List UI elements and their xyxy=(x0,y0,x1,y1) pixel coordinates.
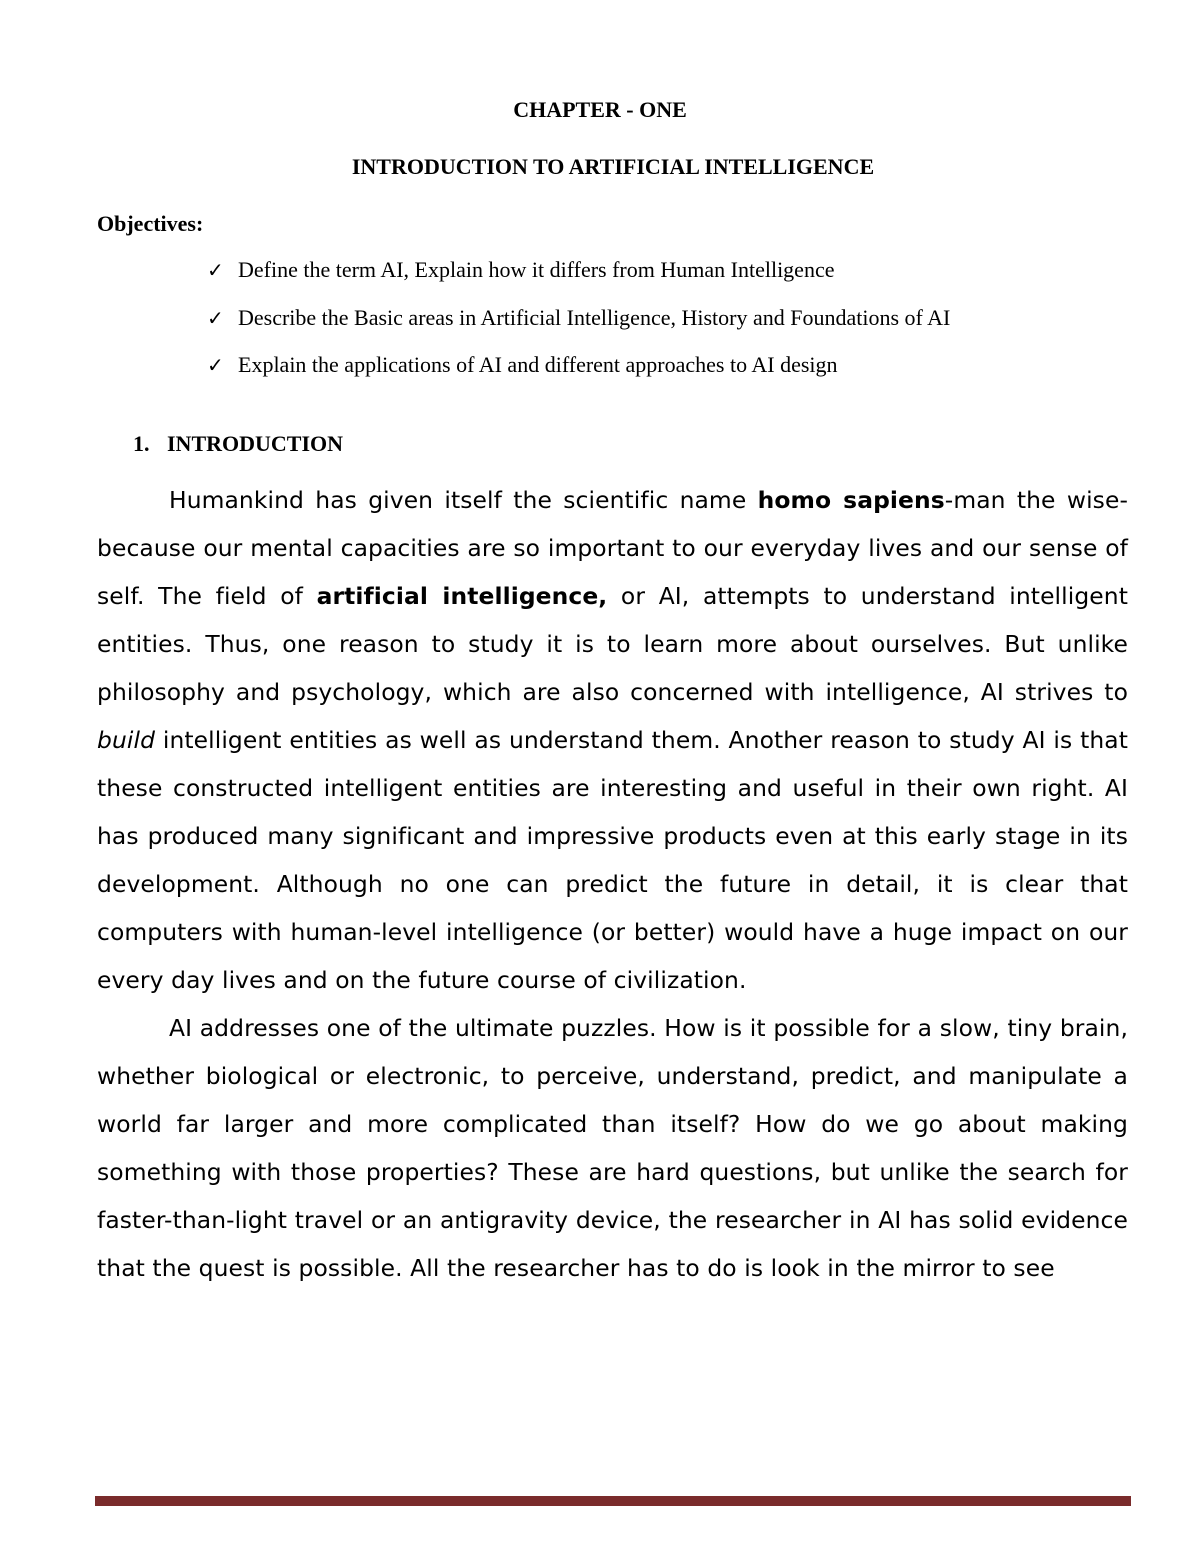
objective-item xyxy=(207,254,950,302)
italic-term: build xyxy=(97,726,156,754)
objective-item xyxy=(207,302,950,350)
checkmark-icon: ✓ xyxy=(207,258,224,282)
section-heading xyxy=(133,428,343,460)
checkmark-icon: ✓ xyxy=(207,353,224,377)
body-text xyxy=(97,476,1128,1292)
paragraph-2: AI addresses one of the ultimate puzzles. How is it possible for a slow, tiny brain, whether biological or electronic, to perceive, understand, predict, and manipulate a world far larger and more complicated than itself? How do we go about making something with those properties? These are hard questions, but unlike the search for faster-than-light travel or an antigravity device, the researcher in AI has solid evidence that the quest is possible. All the researcher has to do is look in the mirror to see xyxy=(97,1014,1128,1282)
chapter-title: CHAPTER - ONE xyxy=(513,97,687,122)
paragraph-text: intelligent entities as well as understand them. Another reason to study AI is that these constructed intelligent entities are interesting and useful in their own right. AI has produced many significant and impressive products even at this early stage in its development. Although no one can predict the future in detail, it is clear that computers with human-level intelligence (or better) would have a huge impact on our every day lives and on the future course of civilization. xyxy=(97,726,1128,994)
section-title: INTRODUCTION xyxy=(167,431,344,456)
section-number: 1. xyxy=(133,431,150,456)
chapter-subtitle: INTRODUCTION TO ARTIFICIAL INTELLIGENCE xyxy=(351,154,875,179)
paragraph-1 xyxy=(97,476,1128,1004)
footer-rule xyxy=(95,1496,1131,1506)
objectives-list xyxy=(207,254,950,397)
paragraph-text: Humankind has given itself the scientific name xyxy=(169,486,758,514)
objectives-label: Objectives: xyxy=(97,211,204,236)
paragraph-text: -man the wise-because our mental capacities are so important to our everyday lives and our sense of self. The field of xyxy=(97,486,1128,610)
bold-term: homo sapiens xyxy=(757,486,945,514)
objective-text: Explain the applications of AI and different approaches to AI design xyxy=(238,352,838,377)
paragraph-text: or AI, attempts to understand intelligent entities. Thus, one reason to study it is to learn more about ourselves. But unlike philosophy and psychology, which are also concerned with intelligence, AI strives to xyxy=(97,582,1128,706)
objective-text: Define the term AI, Explain how it differs from Human Intelligence xyxy=(238,257,835,282)
objective-text: Describe the Basic areas in Artificial Intelligence, History and Foundations of AI xyxy=(238,304,951,330)
bold-term: artificial intelligence, xyxy=(316,582,608,610)
objective-item xyxy=(207,349,950,397)
checkmark-icon: ✓ xyxy=(207,305,224,330)
